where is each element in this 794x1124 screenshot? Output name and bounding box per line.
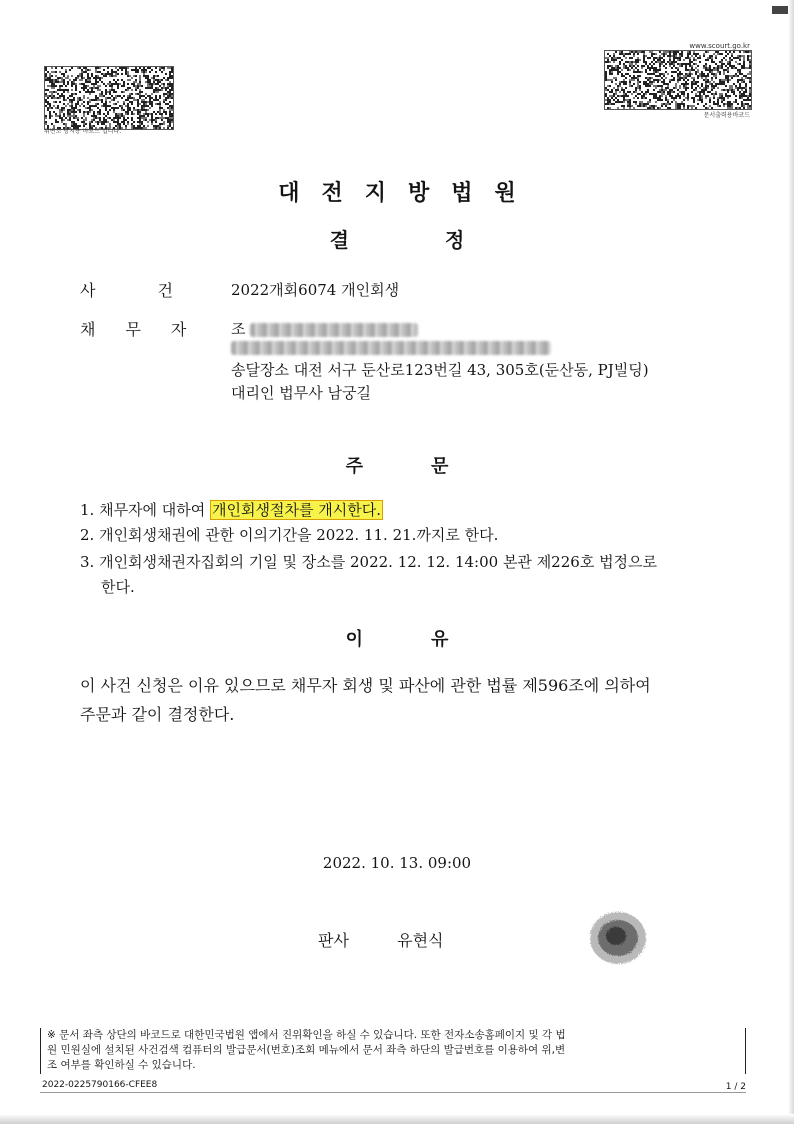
redacted-resident-number (250, 323, 418, 337)
case-label: 사건 (80, 281, 235, 300)
order-item-3-cont: 한다. (101, 578, 135, 596)
notice-line-3: 조 여부를 확인하실 수 있습니다. (47, 1059, 196, 1071)
page-edge-shadow (788, 0, 794, 1124)
order-item-1 (80, 499, 383, 520)
order-item-1-text: 1. 채무자에 대하여 (80, 501, 211, 519)
order-item-3: 3. 개인회생채권자집회의 기일 및 장소를 2022. 12. 12. 14:00 본관 제226호 법정으로 (80, 553, 658, 571)
judge-title: 판사 (318, 931, 349, 950)
debtor-label: 채무자 (80, 320, 217, 339)
judge-signature (318, 928, 443, 951)
service-address: 송달장소 대전 서구 둔산로123번길 43, 305호(둔산동, PJ빌딩) (231, 361, 649, 379)
decision-date: 2022. 10. 13. 09:00 (322, 854, 472, 872)
court-seal-icon (586, 908, 650, 968)
reason-heading: 이유 (345, 629, 517, 650)
footer-divider (40, 1092, 746, 1093)
debtor-name-line (231, 318, 418, 339)
highlighted-text: 개인회생절차를 개시한다. (212, 501, 381, 519)
judge-name: 유현식 (397, 931, 444, 950)
debtor-name-prefix: 조 (231, 320, 246, 338)
page-bottom-shadow (0, 1114, 794, 1124)
verification-notice (40, 1028, 746, 1074)
redacted-address (231, 341, 551, 355)
corner-tab-icon (772, 6, 788, 14)
verification-barcode-caption: 위변조 방지용 바코드 입니다. (44, 128, 122, 135)
reason-line-1: 이 사건 신청은 이유 있으므로 채무자 회생 및 파산에 관한 법률 제596조에 의하여 (80, 676, 651, 695)
page-number: 1 / 2 (725, 1082, 746, 1092)
reason-line-2: 주문과 같이 결정한다. (80, 705, 235, 724)
notice-line-1: ※ 문서 좌측 상단의 바코드로 대한민국법원 앱에서 진위확인을 하실 수 있습니다. 또한 전자소송홈페이지 및 각 법 (47, 1029, 566, 1041)
debtor-agent: 대리인 법무사 남궁길 (231, 384, 371, 402)
notice-line-2: 원 민원실에 설치된 사건검색 컴퓨터의 발급문서(번호)조회 메뉴에서 문서 좌측 하단의 발급번호를 이용하여 위,변 (47, 1044, 566, 1056)
case-value: 2022개회6074 개인회생 (231, 281, 400, 299)
document-type: 결정 (329, 228, 561, 252)
order-item-2: 2. 개인회생채권에 관한 이의기간을 2022. 11. 21.까지로 한다. (80, 526, 499, 544)
issue-number: 2022-0225790166-CFEE8 (42, 1080, 158, 1090)
verification-barcode-icon (44, 66, 174, 130)
court-name: 대전지방법원 (278, 181, 538, 206)
print-barcode-caption: 문서출력용바코드 (703, 112, 750, 119)
print-barcode-icon (604, 50, 752, 110)
court-url: www.scourt.go.kr (689, 42, 750, 50)
order-heading: 주문 (345, 456, 517, 477)
debtor-address-line (231, 338, 551, 356)
